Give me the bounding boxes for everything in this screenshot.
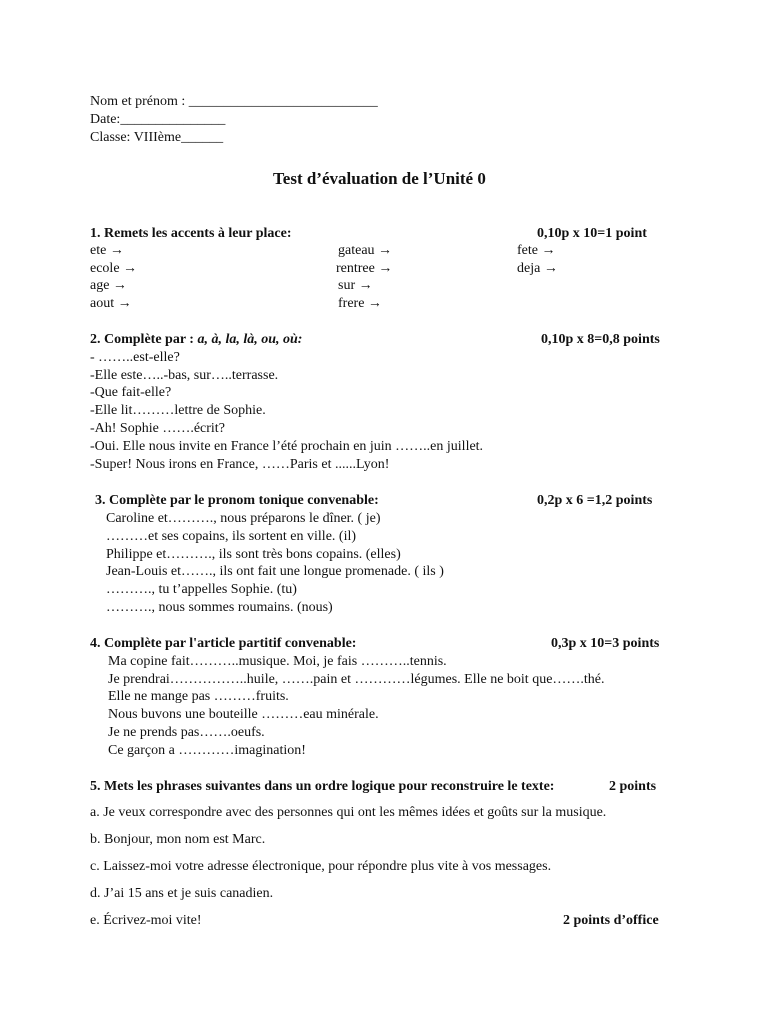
name-line: Nom et prénom : ___________________________: [90, 94, 378, 109]
ex2-heading-words: a, à, la, là, ou, où:: [197, 332, 303, 347]
ex5-sentence: b. Bonjour, mon nom est Marc.: [90, 832, 266, 847]
ex1-word: sur →: [338, 278, 373, 293]
date-line: Date:_______________: [90, 112, 226, 127]
ex1-word: frere →: [338, 296, 382, 311]
ex1-word: fete →: [517, 243, 556, 258]
ex1-word: deja →: [517, 261, 558, 276]
ex3-points: 0,2p x 6 =1,2 points: [537, 493, 653, 508]
ex2-line: -Super! Nous irons en France, ……Paris et ......Lyon!: [90, 457, 390, 472]
ex5-points: 2 points: [609, 779, 657, 794]
ex5-sentence: c. Laissez-moi votre adresse électronique, pour répondre plus vite à vos messages.: [90, 859, 552, 874]
ex3-heading: 3. Complète par le pronom tonique convenable:: [95, 493, 379, 508]
ex1-word: ete →: [90, 243, 124, 258]
ex4-line: Elle ne mange pas ………fruits.: [108, 689, 289, 704]
office-points: 2 points d’office: [563, 913, 659, 928]
ex5-sentence: a. Je veux correspondre avec des personnes qui ont les mêmes idées et goûts sur la musique.: [90, 805, 607, 820]
ex4-line: Ce garçon a …………imagination!: [108, 743, 306, 758]
ex1-points: 0,10p x 10=1 point: [537, 226, 647, 241]
ex4-line: Ma copine fait………..musique. Moi, je fais ………..tennis.: [108, 654, 447, 669]
ex2-heading: [90, 331, 302, 349]
class-line: Classe: VIIIème______: [90, 130, 224, 145]
ex4-line: Je ne prends pas…….oeufs.: [108, 725, 265, 740]
ex2-line: -Elle este…..-bas, sur…..terrasse.: [90, 368, 279, 383]
ex1-word: aout →: [90, 296, 132, 311]
ex3-line: Philippe et………., ils sont très bons copains. (elles): [106, 547, 401, 562]
page-title: Test d’évaluation de l’Unité 0: [273, 169, 486, 188]
ex3-line: ………., tu t’appelles Sophie. (tu): [106, 582, 297, 597]
ex5-sentence: e. Écrivez-moi vite!: [90, 913, 202, 928]
ex2-line: -Que fait-elle?: [90, 385, 172, 400]
ex5-sentence: d. J’ai 15 ans et je suis canadien.: [90, 886, 274, 901]
ex2-line: -Oui. Elle nous invite en France l’été prochain en juin ……..en juillet.: [90, 439, 484, 454]
ex1-word: ecole →: [90, 261, 138, 276]
ex4-line: Nous buvons une bouteille ………eau minérale.: [108, 707, 379, 722]
ex2-line: -Elle lit………lettre de Sophie.: [90, 403, 266, 418]
ex4-points: 0,3p x 10=3 points: [551, 636, 660, 651]
ex2-line: -Ah! Sophie …….écrit?: [90, 421, 225, 436]
ex4-heading: 4. Complète par l'article partitif convenable:: [90, 636, 357, 651]
ex3-line: ………., nous sommes roumains. (nous): [106, 600, 333, 615]
ex1-word: gateau →: [338, 243, 393, 258]
ex2-heading-prefix: 2. Complète par :: [90, 332, 198, 347]
ex3-line: Jean-Louis et……., ils ont fait une longue promenade. ( ils ): [106, 564, 444, 579]
ex2-points: 0,10p x 8=0,8 points: [541, 332, 660, 347]
ex5-heading: 5. Mets les phrases suivantes dans un ordre logique pour reconstruire le texte:: [90, 779, 555, 794]
ex1-heading: 1. Remets les accents à leur place:: [90, 226, 292, 241]
ex4-line: Je prendrai……………..huile, …….pain et …………légumes. Elle ne boit que…….thé.: [108, 672, 605, 687]
ex1-word: rentree →: [336, 261, 393, 276]
ex1-word: age →: [90, 278, 127, 293]
ex3-line: ………et ses copains, ils sortent en ville. (il): [106, 529, 357, 544]
ex3-line: Caroline et………., nous préparons le dîner. ( je): [106, 511, 381, 526]
ex2-line: - ……..est-elle?: [90, 350, 180, 365]
